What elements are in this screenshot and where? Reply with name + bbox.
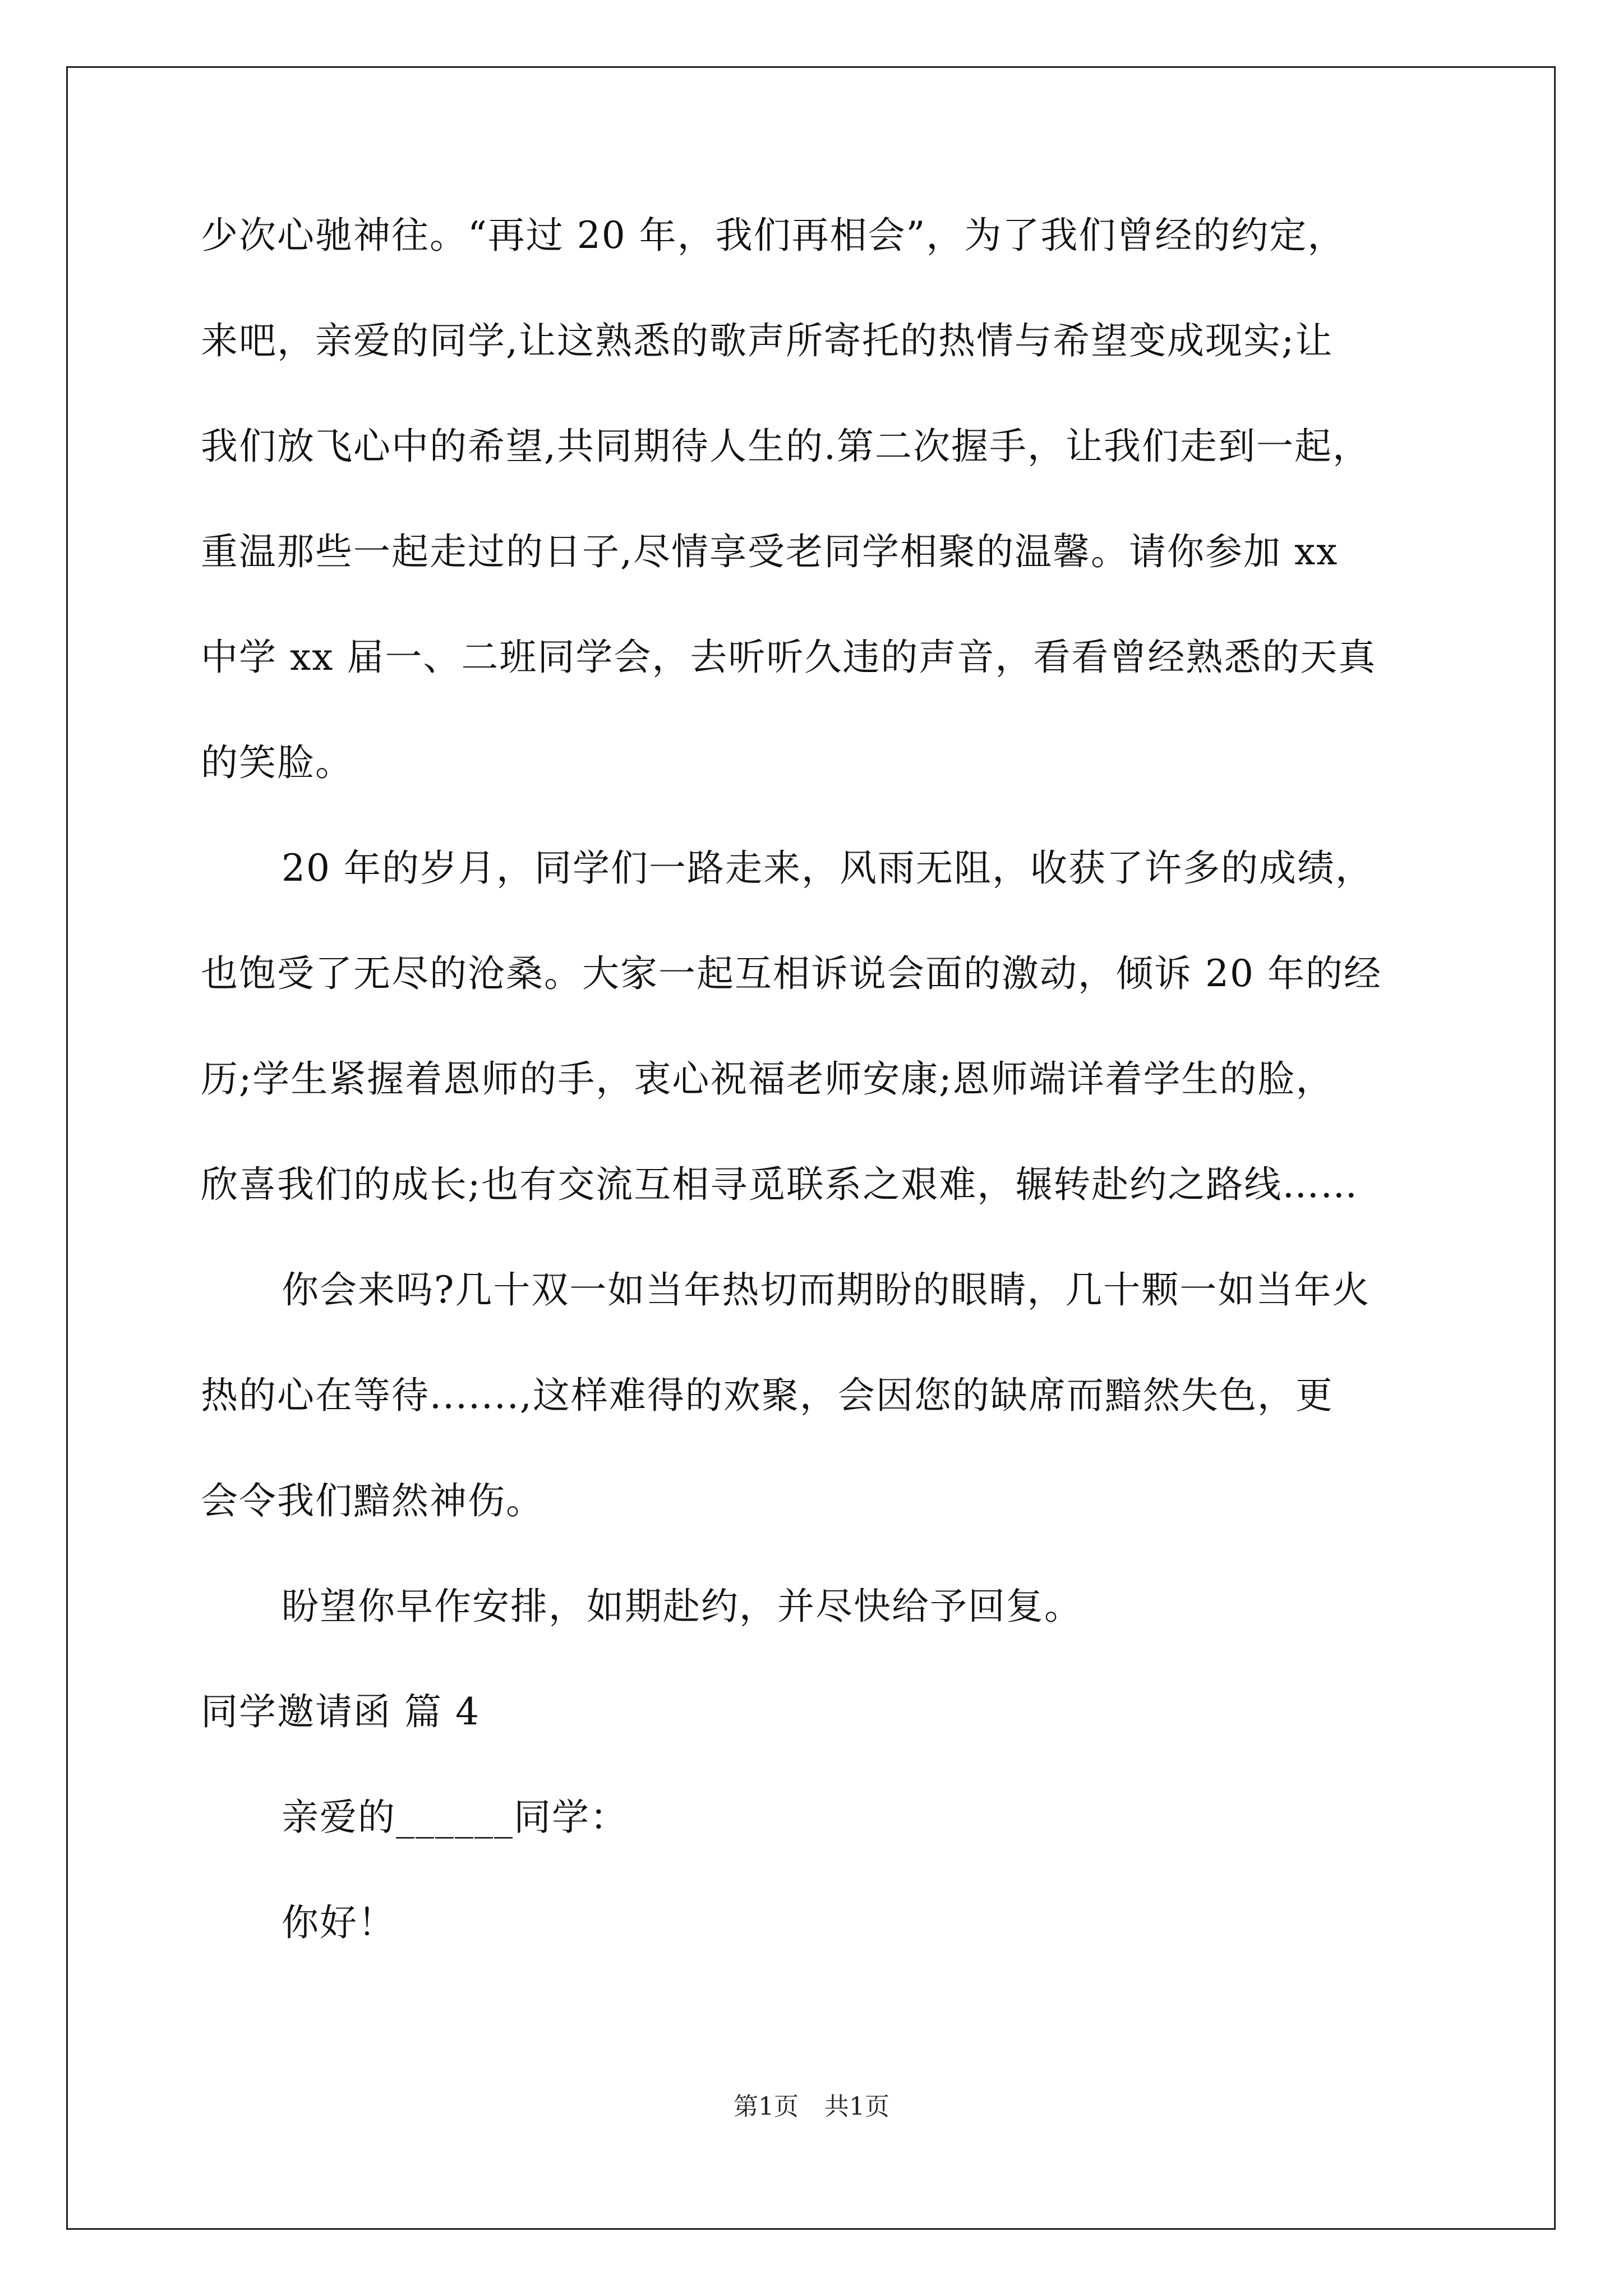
text-line: 也饱受了无尽的沧桑。大家一起互相诉说会面的激动，倾诉 20 年的经 bbox=[201, 952, 1382, 995]
salutation: 亲爱的______同学： bbox=[282, 1796, 628, 1839]
paragraph-start-line: 20 年的岁月，同学们一路走来，风雨无阻，收获了许多的成绩， bbox=[282, 846, 1373, 890]
text-line: 热的心在等待.......,这样难得的欢聚，会因您的缺席而黯然失色，更 bbox=[201, 1374, 1334, 1417]
paragraph-start-line: 盼望你早作安排，如期赴约，并尽快给予回复。 bbox=[282, 1585, 1082, 1628]
text-line: 欣喜我们的成长;也有交流互相寻觅联系之艰难，辗转赴约之路线…… bbox=[201, 1163, 1359, 1206]
section-heading: 同学邀请函 篇 4 bbox=[201, 1690, 480, 1733]
text-line: 的笑脸。 bbox=[201, 741, 353, 784]
page-total: 共1页 bbox=[824, 2092, 889, 2121]
text-line: 少次心驰神往。“再过 20 年，我们再相会”，为了我们曾经的约定， bbox=[201, 214, 1346, 257]
text-line: 来吧，亲爱的同学,让这熟悉的歌声所寄托的热情与希望变成现实;让 bbox=[201, 319, 1334, 362]
text-line: 历;学生紧握着恩师的手，衷心祝福老师安康;恩师端详着学生的脸， bbox=[201, 1057, 1334, 1101]
text-line: 中学 xx 届一、二班同学会，去听听久违的声音，看看曾经熟悉的天真 bbox=[201, 636, 1377, 679]
greeting: 你好！ bbox=[282, 1901, 396, 1944]
paragraph-start-line: 你会来吗?几十双一如当年热切而期盼的眼睛，几十颗一如当年火 bbox=[282, 1268, 1371, 1312]
text-line: 会令我们黯然神伤。 bbox=[201, 1479, 544, 1522]
page-footer bbox=[0, 2091, 1623, 2123]
text-line: 重温那些一起走过的日子,尽情享受老同学相聚的温馨。请你参加 xx bbox=[201, 530, 1339, 573]
text-line: 我们放飞心中的希望,共同期待人生的.第二次握手，让我们走到一起， bbox=[201, 425, 1371, 468]
page-number: 第1页 bbox=[734, 2092, 799, 2121]
